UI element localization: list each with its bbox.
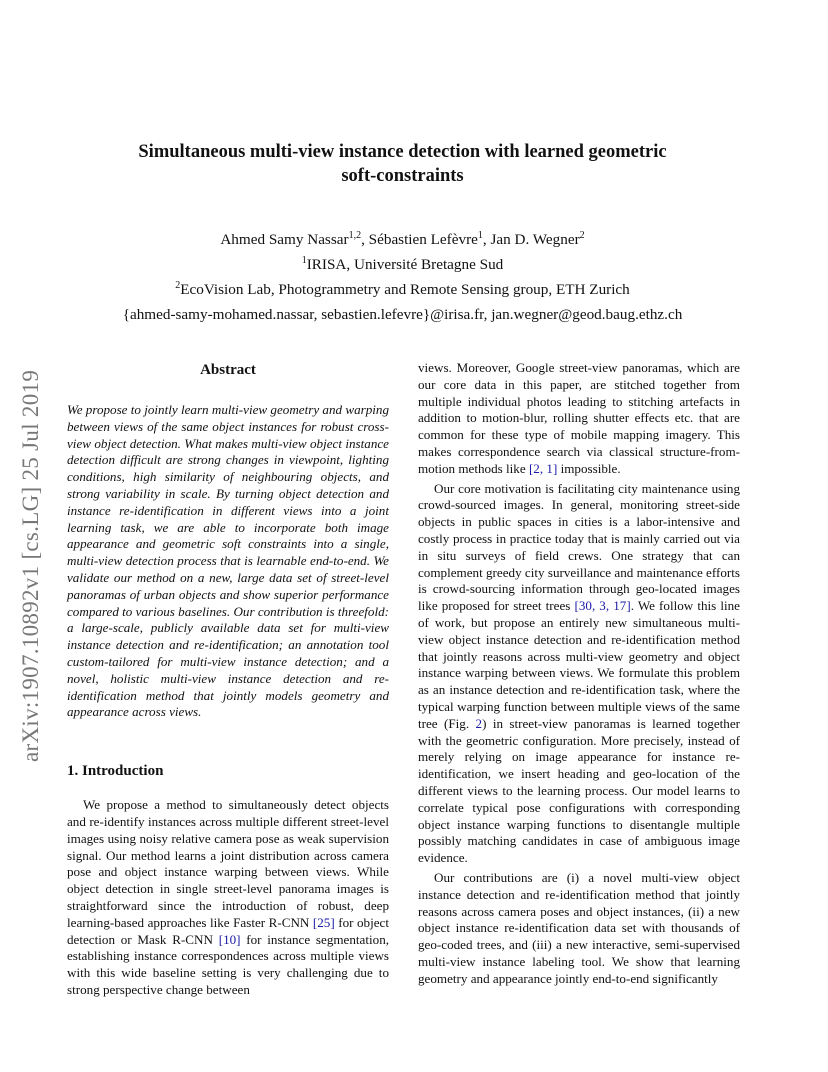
affiliation-2-mark: 2 xyxy=(175,280,181,291)
citation-link-25[interactable]: [25] xyxy=(312,914,335,930)
author-name-2: , Sébastien Lefèvre xyxy=(361,231,478,248)
right-p2-text-1: Our core motivation is facilitating city maintenance using crowd-sourced images. In general, monitoring street-side objects in public spaces in cities is a labor-intensive and costly process in practice today that is mainly carried out via in situ surveys of field crews. One strategy that can complement greedy city surveillance and maintenance efforts is crowd-sourcing information through geo-located images like proposed for street trees xyxy=(418,480,740,614)
figure-link-2[interactable]: 2 xyxy=(475,715,483,731)
intro-p1-text-1: We propose a method to simultaneously detect objects and re-identify instances across multiple different street-level images using noisy relative camera pose as weak supervision signal. Our method learns a joint distribution across camera pose and object instance warping between views. While object detection in single street-level panorama images is straightforward since the introduction of robust, deep learning-based approaches like Faster R-CNN xyxy=(67,797,389,930)
intro-paragraph-3: Our contributions are (i) a novel multi-view object instance detection and re-identification method that jointly reasons across camera poses and object instances, (ii) a new object instance re-identification data set with thousands of geo-coded trees, and (iii) a new interactive, semi-supervised multi-view instance labeling tool. We show that learning geometry and appearance jointly end-to-end significantly xyxy=(418,869,740,986)
author-name-1: Ahmed Samy Nassar xyxy=(220,231,349,248)
introduction-heading: 1. Introduction xyxy=(67,763,164,780)
affiliation-1 xyxy=(80,252,725,277)
right-p1-text-2: impossible. xyxy=(557,460,621,476)
abstract-heading: Abstract xyxy=(200,362,256,378)
left-column xyxy=(67,360,389,999)
affiliation-1-text: IRISA, Université Bretagne Sud xyxy=(306,256,504,273)
intro-paragraph-1-continued xyxy=(418,360,740,478)
right-p2-text-3: ) in street-view panoramas is learned together with the geometric configuration. More precisely, instead of merely relying on image appearance for instance re-identification, we insert heading and geo-location of the different views to the learning process. Our model learns to correlate typical pose configurations with corresponding object instance warping functions to disentangle multiple possibly matching candidates in case of ambiguous image evidence. xyxy=(418,715,740,866)
author-affil-mark-1: 1,2 xyxy=(348,230,362,241)
author-list xyxy=(80,227,725,252)
intro-p1-text-3: for instance segmentation, establishing instance correspondences across multiple views with this wide baseline setting is very challenging due to strong perspective change between xyxy=(67,931,390,997)
intro-paragraph-1 xyxy=(67,797,389,999)
intro-p1-text-2: for object detection or Mask R-CNN xyxy=(67,914,389,947)
title-line-2: soft-constraints xyxy=(341,166,464,186)
paper-title xyxy=(100,140,705,188)
abstract-body: We propose to jointly learn multi-view geometry and warping between views of the same object instances for robust cross-view object detection. What makes multi-view object instance detection difficult are strong changes in viewpoint, lighting conditions, high similarity of neighbouring objects, and strong variability in scale. By turning object detection and instance re-identification in different views into a joint learning task, we are able to incorporate both image appearance and geometric soft constraints into a single, multi-view detection process that is learnable end-to-end. We validate our method on a new, large data set of street-level panoramas of urban objects and show superior performance compared to various baselines. Our contribution is threefold: a large-scale, publicly available data set for multi-view instance detection and re-identification; an annotation tool custom-tailored for multi-view instance detection; and a novel, holistic multi-view instance detection and re-identification method that jointly models geometry and appearance across views. xyxy=(67,402,389,720)
affiliation-1-mark: 1 xyxy=(301,255,307,266)
citation-link-30-3-17[interactable]: [30, 3, 17] xyxy=(574,598,631,614)
citation-link-10[interactable]: [10] xyxy=(218,931,241,947)
author-affil-mark-2: 1 xyxy=(477,230,483,241)
affiliation-2-text: EcoVision Lab, Photogrammetry and Remote Sensing group, ETH Zurich xyxy=(180,281,630,298)
right-p1-text-1: views. Moreover, Google street-view panoramas, which are our core data in this paper, are stitched together from multiple individual photos leading to stitching artefacts in addition to motion-blur, rolling shutter effects etc. that are common for these type of mobile mapping imagery. This makes correspondence search via classical structure-from-motion methods like xyxy=(418,360,740,476)
affiliation-2 xyxy=(80,277,725,302)
author-name-3: , Jan D. Wegner xyxy=(482,231,580,248)
author-affil-mark-3: 2 xyxy=(579,230,585,241)
title-line-1: Simultaneous multi-view instance detection with learned geometric xyxy=(138,142,667,162)
intro-paragraph-2 xyxy=(418,481,740,867)
author-emails: {ahmed-samy-mohamed.nassar, sebastien.lefevre}@irisa.fr, jan.wegner@geod.baug.ethz.ch xyxy=(122,306,683,323)
right-p2-text-2: . We follow this line of work, but propose an entirely new simultaneous multi-view object instance detection and re-identification method that jointly reasons across multi-view geometry and object instance warping between views. We formulate this problem as an instance detection and re-identification task, where the typical warping function between multiple views of the same tree (Fig. xyxy=(418,598,740,731)
author-block xyxy=(80,227,725,327)
citation-link-2-1[interactable]: [2, 1] xyxy=(528,460,558,476)
right-column xyxy=(418,360,740,987)
arxiv-stamp: arXiv:1907.10892v1 [cs.LG] 25 Jul 2019 xyxy=(18,369,43,762)
